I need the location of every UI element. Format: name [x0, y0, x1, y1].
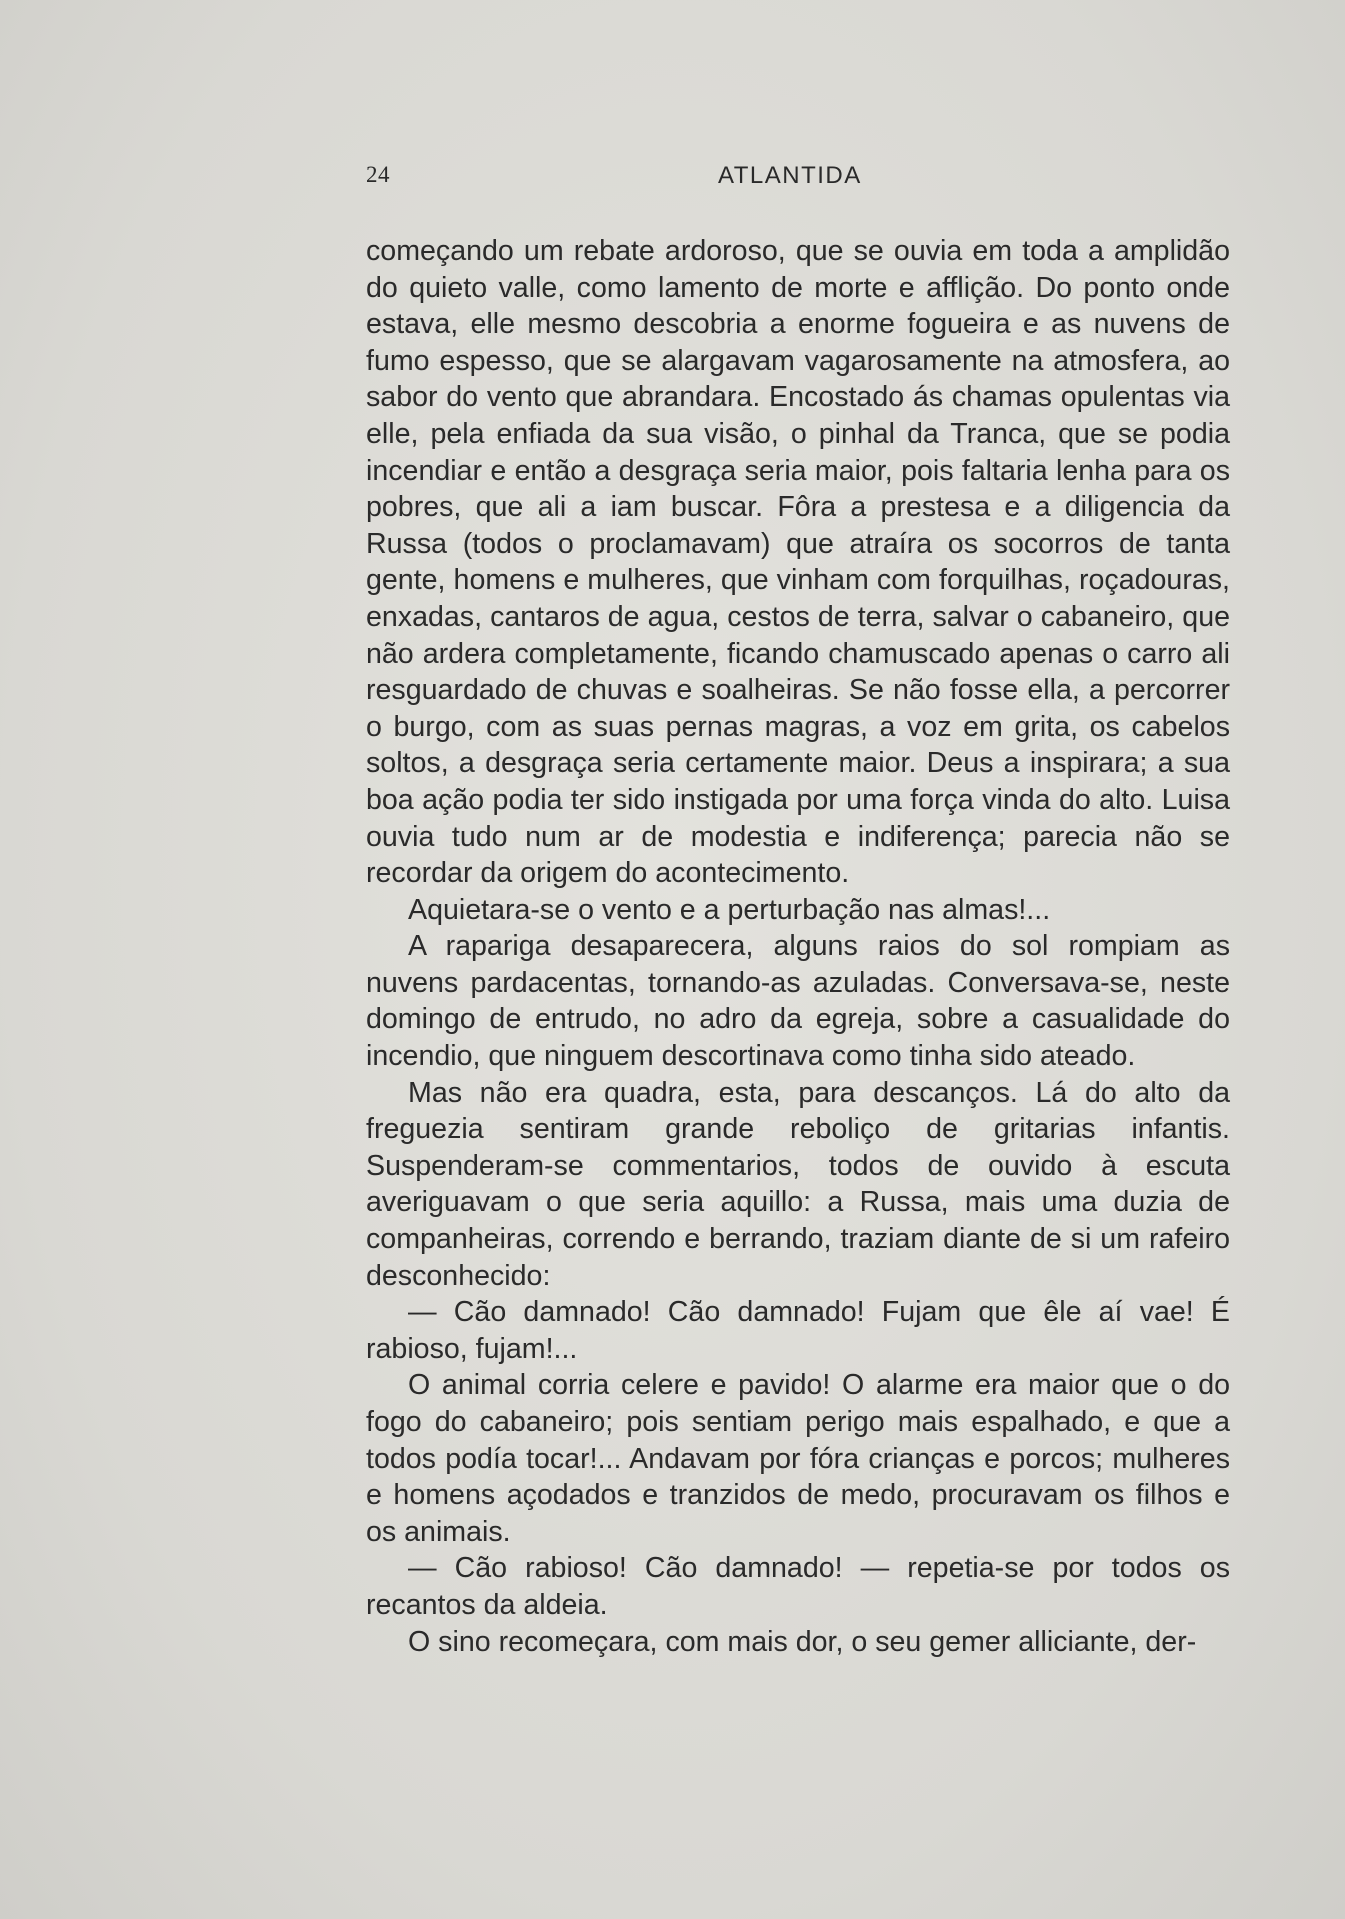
dialogue-line: — Cão damnado! Cão damnado! Fujam que êle aí vae! É rabioso, fujam!... — [366, 1296, 1230, 1365]
dialogue-line: — Cão rabioso! Cão damnado! — repetia-se por todos os recantos da aldeia. — [366, 1552, 1230, 1621]
paragraph: Mas não era quadra, esta, para descanços. Lá do alto da freguezia sentiram grande reboliço de gritarias infantis. Suspenderam-se commentarios, todos de ouvido à escuta averiguavam o que seria aquillo: a Russa, mais uma duzia de companheiras, correndo e berrando, traziam diante de si um rafeiro desconhecido: — [366, 1076, 1230, 1292]
page-header — [366, 162, 1254, 202]
page-number: 24 — [366, 162, 390, 187]
running-title: ATLANTIDA — [718, 162, 862, 189]
paragraph: Aquietara-se o vento e a perturbação nas almas!... — [408, 893, 1051, 926]
body-text — [366, 233, 1230, 1660]
paragraph: A rapariga desaparecera, alguns raios do sol rompiam as nuvens pardacentas, tornando-as azuladas. Conversava-se, neste domingo de entrudo, no adro da egreja, sobre a casualidade do incendio, que ninguem descortinava como tinha sido ateado. — [366, 930, 1230, 1073]
paragraph: começando um rebate ardoroso, que se ouvia em toda a amplidão do quieto valle, como lamento de morte e afflição. Do ponto onde estava, elle mesmo descobria a enorme fogueira e as nuvens de fumo espesso, que se alargavam vagarosamente na atmosfera, ao sabor do vento que abrandara. Encostado ás chamas opulentas via elle, pela enfiada da sua visão, o pinhal da Tranca, que se podia incendiar e então a desgraça seria maior, pois faltaria lenha para os pobres, que ali a iam buscar. Fôra a prestesa e a diligencia da Russa (todos o proclamavam) que atraíra os socorros de tanta gente, homens e mulheres, que vinham com forquilhas, roçadouras, enxadas, cantaros de agua, cestos de terra, salvar o cabaneiro, que não ardera completamente, ficando chamuscado apenas o carro ali resguardado de chuvas e soalheiras. Se não fosse ella, a percorrer o burgo, com as suas pernas magras, a voz em grita, os cabelos soltos, a desgraça seria certamente maior. Deus a inspirara; a sua boa ação podia ter sido instigada por uma força vinda do alto. Luisa ouvia tudo num ar de modestia e indiferença; parecia não se recordar da origem do acontecimento. — [366, 235, 1230, 890]
paragraph: O animal corria celere e pavido! O alarme era maior que o do fogo do cabaneiro; pois sentiam perigo mais espalhado, e que a todos podía tocar!... Andavam por fóra crianças e porcos; mulheres e homens açodados e tranzidos de medo, procuravam os filhos e os animais. — [366, 1369, 1230, 1548]
paragraph: O sino recomeçara, com mais dor, o seu gemer alliciante, der- — [408, 1625, 1197, 1658]
